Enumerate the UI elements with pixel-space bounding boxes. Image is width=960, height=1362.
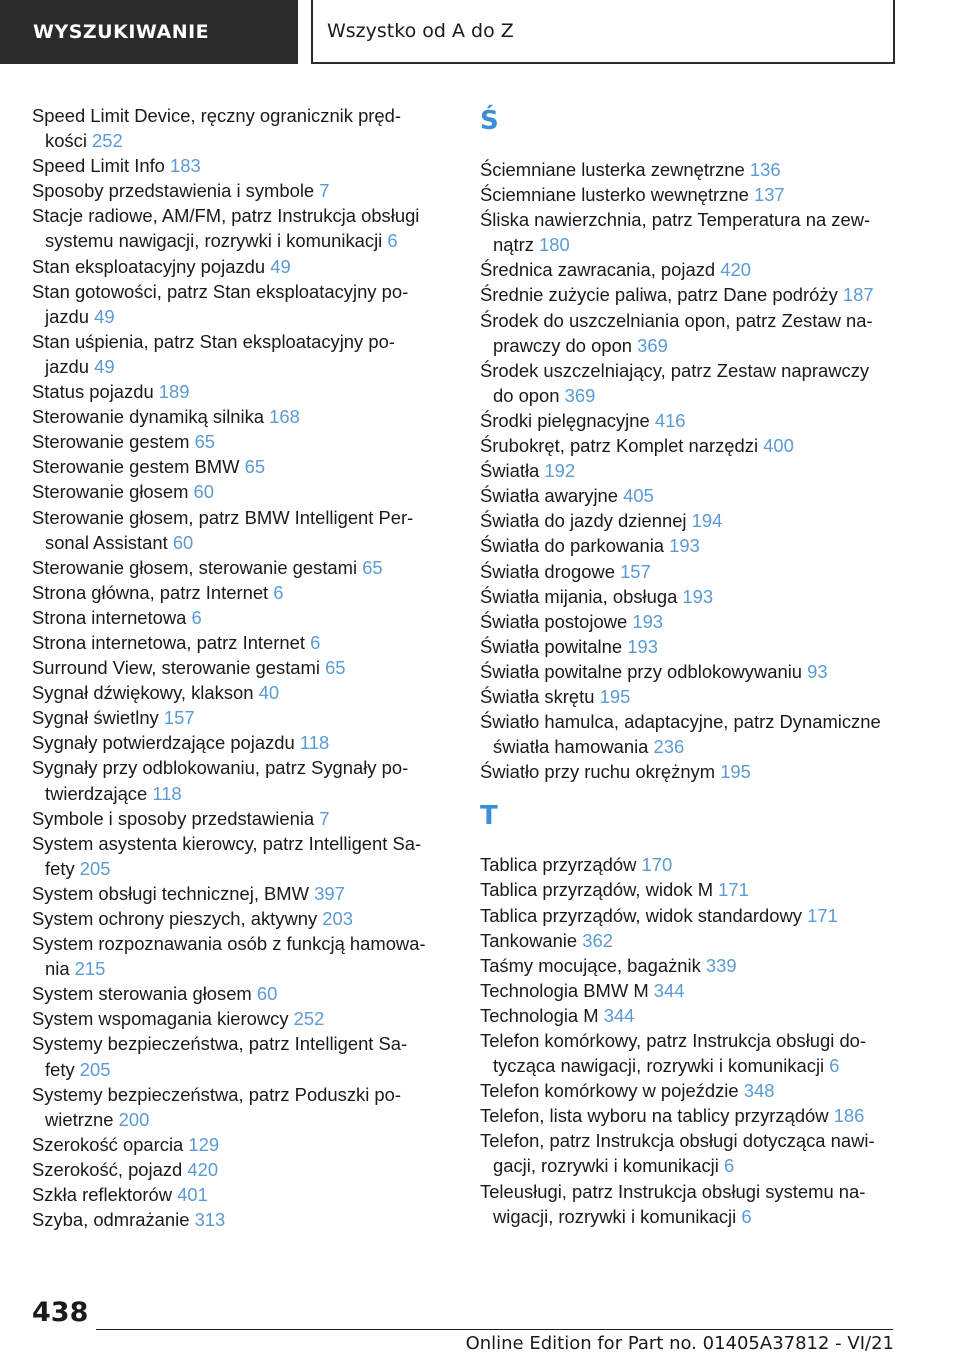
- page-reference-link[interactable]: 93: [807, 660, 828, 682]
- index-entry: [480, 877, 900, 902]
- page-reference-link[interactable]: 6: [273, 581, 284, 603]
- index-entry-text: System wspomagania kierowcy: [32, 1008, 289, 1030]
- index-entry: [32, 1031, 442, 1081]
- index-entry-text: prawczy do opon: [493, 334, 633, 356]
- index-entry-text: wigacji, rozrywki i komunikacji: [493, 1205, 737, 1227]
- index-entry-text: System asystenta kierowcy, patrz Intelligent Sa-: [32, 832, 422, 854]
- index-entry-text: Teleusługi, patrz Instrukcja obsługi systemu na-: [480, 1180, 866, 1202]
- index-entry-text: Stan gotowości, patrz Stan eksploatacyjny po-: [32, 280, 409, 302]
- page-reference-link[interactable]: 193: [632, 610, 664, 632]
- page-reference-link[interactable]: 397: [314, 882, 345, 904]
- index-entry-text: nia: [45, 958, 70, 980]
- index-entry: [480, 684, 900, 709]
- index-entry: [32, 981, 442, 1006]
- tab-search[interactable]: [0, 0, 298, 64]
- index-entry-text: Sygnał świetlny: [32, 707, 159, 729]
- index-entry: [480, 1078, 900, 1103]
- index-entry: [480, 408, 900, 433]
- index-entry-text: Tankowanie: [480, 929, 578, 951]
- index-column-left: [32, 103, 442, 1232]
- section-letter-heading: T: [480, 801, 498, 832]
- index-entry-text: Sterowanie głosem, patrz BMW Intelligent Per-: [32, 506, 414, 528]
- index-entry: [32, 454, 442, 479]
- index-entry: [32, 505, 442, 555]
- index-entry-text: Tablica przyrządów, widok standardowy: [480, 904, 802, 926]
- index-entry-text: Ściemniane lusterka zewnętrzne: [480, 159, 745, 180]
- page-reference-link[interactable]: 369: [637, 334, 668, 356]
- index-entry: [32, 655, 442, 680]
- page-reference-link[interactable]: 6: [191, 606, 202, 628]
- index-entry: [480, 483, 900, 508]
- page-reference-link[interactable]: 180: [539, 234, 570, 256]
- page-reference-link[interactable]: 40: [258, 682, 280, 704]
- index-entry: [480, 1028, 900, 1078]
- footer-divider: [96, 1329, 893, 1330]
- page-reference-link[interactable]: 194: [691, 510, 723, 532]
- index-entry: [32, 329, 442, 379]
- index-entry-text: Systemy bezpieczeństwa, patrz Poduszki po-: [32, 1083, 401, 1105]
- page-reference-link[interactable]: 49: [94, 305, 115, 327]
- section-letter-heading: Ś: [480, 106, 499, 136]
- page-reference-link[interactable]: 65: [244, 456, 266, 478]
- index-entry: [32, 1182, 442, 1207]
- index-entry: [32, 254, 442, 279]
- index-entry: [480, 1103, 900, 1128]
- page-reference-link[interactable]: 369: [564, 384, 596, 406]
- page-reference-link[interactable]: 203: [322, 908, 353, 929]
- tab-search-label: WYSZUKIWANIE: [33, 21, 210, 43]
- index-entry: [480, 308, 900, 358]
- page-reference-link[interactable]: 193: [627, 635, 658, 657]
- index-entry-text: Światła do jazdy dziennej: [480, 510, 687, 532]
- index-entry: [480, 953, 900, 978]
- page-reference-link[interactable]: 6: [310, 631, 321, 653]
- page-reference-link[interactable]: 65: [325, 657, 346, 679]
- index-entry: [32, 705, 442, 730]
- index-entry: [480, 508, 900, 533]
- tab-a-to-z[interactable]: [311, 0, 895, 64]
- index-entry: [32, 1157, 442, 1182]
- index-entry-text: Światła postojowe: [480, 610, 628, 632]
- page-reference-link[interactable]: 195: [599, 685, 631, 707]
- index-entry-text: Środek do uszczelniania opon, patrz Zestaw na-: [480, 309, 873, 331]
- index-entry-text: Sterowanie gestem: [32, 431, 190, 453]
- index-entry: [32, 555, 442, 580]
- index-entry: [32, 906, 442, 931]
- index-entry: [32, 605, 442, 630]
- page-reference-link[interactable]: 157: [163, 707, 195, 729]
- index-entry-text: System rozpoznawania osób z funkcją hamowa-: [32, 933, 426, 955]
- index-entry-text: Telefon, lista wyboru na tablicy przyrządów: [480, 1105, 829, 1127]
- index-entry-text: Stacje radiowe, AM/FM, patrz Instrukcja obsługi: [32, 205, 420, 227]
- index-entry: [480, 533, 900, 558]
- index-entry-text: Światła skrętu: [480, 685, 595, 707]
- index-entry: [32, 404, 442, 429]
- index-entry-text: Światła drogowe: [480, 560, 615, 582]
- page-reference-link[interactable]: 313: [194, 1209, 226, 1231]
- index-entry-text: Światła powitalne przy odblokowywaniu: [480, 660, 803, 682]
- page-reference-link[interactable]: 60: [172, 531, 194, 553]
- footer-edition: Online Edition for Part no. 01405A37812 - VI/21: [465, 1333, 894, 1354]
- index-entry: [480, 207, 900, 257]
- index-entry-text: Status pojazdu: [32, 381, 154, 403]
- index-entry: [480, 157, 900, 182]
- page-reference-link[interactable]: 193: [682, 585, 714, 607]
- index-entry-text: Tablica przyrządów: [480, 854, 637, 876]
- index-entry-text: System obsługi technicznej, BMW: [32, 882, 309, 904]
- index-entry-text: Speed Limit Info: [32, 155, 165, 177]
- index-entry: [32, 203, 442, 253]
- index-entry-text: twierdzające: [45, 782, 148, 804]
- index-entry: [480, 458, 900, 483]
- index-entry: [480, 978, 900, 1003]
- index-entry-text: Systemy bezpieczeństwa, patrz Intelligent Sa-: [32, 1033, 408, 1055]
- index-entry: [480, 634, 900, 659]
- index-entry: [32, 730, 442, 755]
- index-entry-text: Środek uszczelniający, patrz Zestaw naprawczy: [480, 359, 870, 381]
- index-entry-text: Stan uśpienia, patrz Stan eksploatacyjny po-: [32, 330, 395, 352]
- index-entry: [480, 852, 900, 877]
- index-entry-text: Telefon komórkowy, patrz Instrukcja obsługi do-: [480, 1030, 867, 1051]
- page-reference-link[interactable]: 205: [79, 1058, 111, 1080]
- page-reference-link[interactable]: 118: [152, 782, 182, 804]
- page-reference-link[interactable]: 6: [723, 1155, 735, 1177]
- index-entry-text: systemu nawigacji, rozrywki i komunikacji: [45, 230, 383, 252]
- page-reference-link[interactable]: 49: [94, 355, 115, 377]
- index-entry-text: Telefon, patrz Instrukcja obsługi dotycząca nawi-: [480, 1130, 875, 1152]
- page-reference-link[interactable]: 195: [720, 761, 751, 783]
- page-reference-link[interactable]: 420: [720, 259, 751, 281]
- index-entry-text: Surround View, sterowanie gestami: [32, 657, 320, 679]
- index-entry-text: Sterowanie gestem BMW: [32, 456, 240, 478]
- page-reference-link[interactable]: 65: [194, 431, 216, 453]
- page-reference-link[interactable]: 129: [188, 1133, 220, 1155]
- page-reference-link[interactable]: 362: [582, 929, 613, 951]
- index-entry-text: Sposoby przedstawienia i symbole: [32, 180, 315, 202]
- index-entry-text: Strona internetowa, patrz Internet: [32, 631, 305, 653]
- index-entry-text: Szkła reflektorów: [32, 1184, 173, 1206]
- index-entry: [480, 257, 900, 282]
- page-reference-link[interactable]: 65: [362, 556, 383, 578]
- page-reference-link[interactable]: 205: [79, 857, 111, 879]
- index-entry-text: System sterowania głosem: [32, 983, 252, 1005]
- page-reference-link[interactable]: 136: [749, 159, 781, 180]
- index-entry-text: światła hamowania: [493, 736, 649, 758]
- index-entry-text: Sterowanie głosem, sterowanie gestami: [32, 556, 358, 578]
- index-entry-text: Sygnały potwierdzające pojazdu: [32, 732, 295, 754]
- index-entry-text: Stan eksploatacyjny pojazdu: [32, 255, 266, 277]
- page-reference-link[interactable]: 189: [158, 381, 190, 403]
- page-reference-link[interactable]: 183: [170, 155, 201, 177]
- index-entry: [32, 1207, 442, 1232]
- index-entry: [32, 1132, 442, 1157]
- page-reference-link[interactable]: 400: [763, 435, 794, 457]
- index-entry-text: Sterowanie dynamiką silnika: [32, 406, 265, 428]
- index-entry-text: Szyba, odmrażanie: [32, 1209, 190, 1231]
- page-reference-link[interactable]: 401: [177, 1184, 208, 1206]
- index-entry: [480, 584, 900, 609]
- page-reference-link[interactable]: 171: [718, 879, 749, 901]
- index-entry-text: Średnica zawracania, pojazd: [480, 259, 716, 281]
- index-entry-text: System ochrony pieszych, aktywny: [32, 908, 318, 929]
- index-entry-text: tycząca nawigacji, rozrywki i komunikacji: [493, 1055, 825, 1077]
- index-entry-text: Sterowanie głosem: [32, 481, 189, 503]
- index-entry: [480, 358, 900, 408]
- index-entry: [32, 379, 442, 404]
- page-reference-link[interactable]: 252: [92, 130, 123, 152]
- index-entry: [480, 282, 900, 307]
- index-entry-text: fety: [45, 857, 75, 879]
- index-entry-text: gacji, rozrywki i komunikacji: [493, 1155, 719, 1177]
- index-entry-text: Speed Limit Device, ręczny ogranicznik pręd-: [32, 105, 401, 126]
- page-reference-link[interactable]: 416: [654, 409, 686, 431]
- page-reference-link[interactable]: 344: [603, 1004, 635, 1026]
- index-entry-text: Szerokość, pojazd: [32, 1158, 183, 1180]
- header-tabs: [0, 0, 960, 66]
- index-entry: [480, 659, 900, 684]
- page-reference-link[interactable]: 171: [807, 904, 838, 926]
- index-entry-text: Tablica przyrządów, widok M: [480, 879, 714, 901]
- page-reference-link[interactable]: 157: [620, 560, 651, 582]
- index-entry: [480, 1179, 900, 1229]
- index-entry-text: fety: [45, 1058, 75, 1080]
- index-entry: [32, 429, 442, 454]
- index-entry: [480, 433, 900, 458]
- index-entry: [32, 479, 442, 504]
- index-entry-text: jazdu: [45, 355, 89, 377]
- page-reference-link[interactable]: 344: [653, 979, 685, 1001]
- page-reference-link[interactable]: 348: [743, 1080, 775, 1102]
- index-entry-text: wietrzne: [45, 1108, 114, 1130]
- index-entry: [32, 1006, 442, 1031]
- index-entry: [480, 1003, 900, 1028]
- index-entry-text: Światła mijania, obsługa: [480, 585, 678, 607]
- index-entry-text: Światła: [480, 460, 540, 482]
- index-entry-text: Telefon komórkowy w pojeździe: [480, 1080, 739, 1102]
- page-reference-link[interactable]: 6: [741, 1205, 752, 1227]
- index-entry: [32, 881, 442, 906]
- page-reference-link[interactable]: 420: [187, 1158, 219, 1180]
- index-entry: [480, 1128, 900, 1178]
- index-entry-text: Sygnały przy odblokowaniu, patrz Sygnały po-: [32, 757, 409, 779]
- index-entry: [32, 931, 442, 981]
- index-entry: [32, 153, 442, 178]
- index-entry: [480, 559, 900, 584]
- index-entry: [480, 609, 900, 634]
- index-entry-text: Światła awaryjne: [480, 485, 618, 507]
- index-entry-text: Technologia M: [480, 1004, 599, 1026]
- page-reference-link[interactable]: 236: [653, 736, 685, 758]
- index-entry: [32, 103, 442, 153]
- page-reference-link[interactable]: 193: [669, 535, 700, 557]
- page-reference-link[interactable]: 168: [269, 406, 300, 428]
- index-entry-text: Ściemniane lusterko wewnętrzne: [480, 184, 749, 206]
- page-reference-link[interactable]: 60: [193, 481, 214, 503]
- index-column-right: [480, 103, 900, 1229]
- page-reference-link[interactable]: 60: [256, 983, 278, 1005]
- page-reference-link[interactable]: 339: [705, 954, 737, 976]
- index-entry: [480, 903, 900, 928]
- index-entry-text: Światła powitalne: [480, 635, 623, 657]
- index-entry: [32, 279, 442, 329]
- page-reference-link[interactable]: 6: [387, 230, 398, 252]
- index-entry: [32, 806, 442, 831]
- index-entry: [480, 928, 900, 953]
- page-reference-link[interactable]: 137: [753, 184, 785, 206]
- index-entry-text: Strona internetowa: [32, 606, 187, 628]
- index-entry-text: Śrubokręt, patrz Komplet narzędzi: [480, 435, 759, 457]
- index-entry: [32, 580, 442, 605]
- index-entry: [32, 178, 442, 203]
- index-entry-text: kości: [45, 130, 87, 152]
- index-entry-text: nątrz: [493, 234, 534, 256]
- index-entry-text: Szerokość oparcia: [32, 1133, 184, 1155]
- index-entry: [480, 182, 900, 207]
- index-entry: [32, 831, 442, 881]
- index-entry: [32, 1082, 442, 1132]
- index-entry: [32, 755, 442, 805]
- page-reference-link[interactable]: 192: [544, 460, 576, 482]
- index-entry-text: Średnie zużycie paliwa, patrz Dane podróży: [480, 284, 838, 306]
- index-entry-text: Światła do parkowania: [480, 535, 665, 557]
- page-reference-link[interactable]: 118: [299, 732, 330, 754]
- page-number: 438: [32, 1297, 89, 1328]
- index-entry-text: Strona główna, patrz Internet: [32, 581, 269, 603]
- page-reference-link[interactable]: 252: [293, 1008, 325, 1030]
- index-entry-text: Światło przy ruchu okrężnym: [480, 761, 716, 783]
- index-entry-text: do opon: [493, 384, 560, 406]
- index-entry: [480, 709, 900, 759]
- page-reference-link[interactable]: 200: [118, 1108, 150, 1130]
- index-entry-text: Środki pielęgnacyjne: [480, 409, 650, 431]
- index-entry-text: jazdu: [45, 305, 89, 327]
- index-entry: [32, 680, 442, 705]
- index-entry: [32, 630, 442, 655]
- index-entry-text: Taśmy mocujące, bagażnik: [480, 954, 701, 976]
- index-entry-text: Symbole i sposoby przedstawienia: [32, 807, 315, 829]
- page-reference-link[interactable]: 170: [641, 854, 673, 876]
- index-entry-text: Sygnał dźwiękowy, klakson: [32, 682, 254, 704]
- index-entry-text: Światło hamulca, adaptacyjne, patrz Dynamiczne: [480, 711, 881, 733]
- index-entry: [480, 759, 900, 784]
- page-reference-link[interactable]: 7: [319, 807, 330, 829]
- page-reference-link[interactable]: 215: [74, 958, 106, 980]
- page-reference-link[interactable]: 6: [829, 1055, 840, 1077]
- tab-a-to-z-label: Wszystko od A do Z: [327, 20, 514, 42]
- page-reference-link[interactable]: 49: [270, 255, 291, 277]
- page-reference-link[interactable]: 7: [319, 180, 330, 202]
- index-entry-text: Technologia BMW M: [480, 979, 649, 1001]
- page-reference-link[interactable]: 187: [842, 284, 874, 306]
- index-entry-text: sonal Assistant: [45, 531, 168, 553]
- page-reference-link[interactable]: 405: [623, 485, 654, 507]
- page-reference-link[interactable]: 186: [833, 1105, 865, 1127]
- index-entry-text: Śliska nawierzchnia, patrz Temperatura na zew-: [480, 209, 871, 231]
